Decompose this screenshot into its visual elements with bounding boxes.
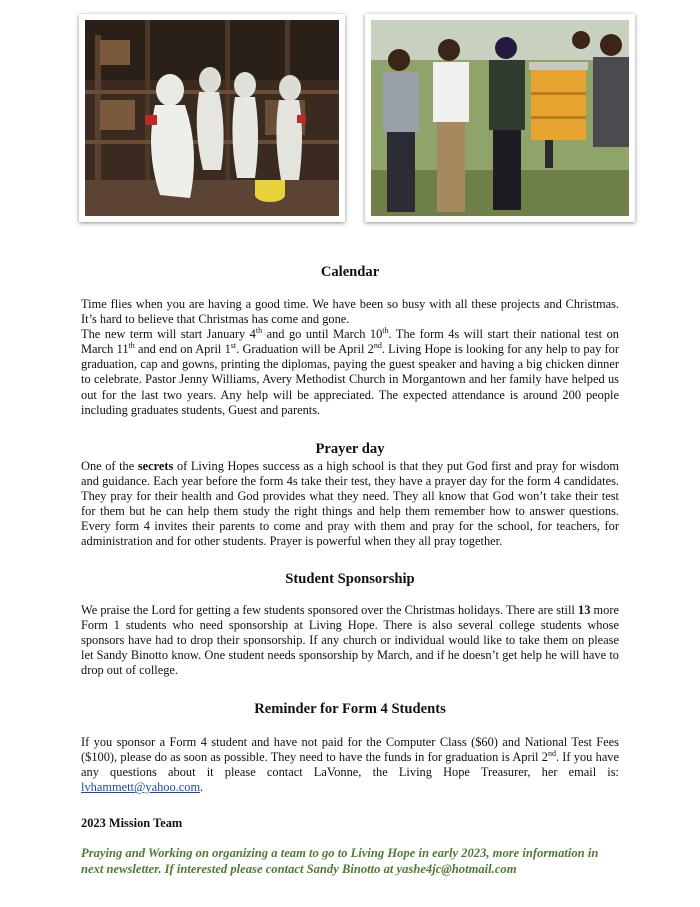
reminder-heading: Reminder for Form 4 Students <box>254 701 446 717</box>
reminder-paragraph: If you sponsor a Form 4 student and have not paid for the Computer Class ($60) and National Test Fees ($100), please do as soon as possible. They need to have the funds in for graduation is April 2nd. If you have any questions about it please contact LaVonne, the Living Hope Treasurer, her email is: lvhammett@yahoo.com. <box>81 735 620 795</box>
treasurer-email-link[interactable]: lvhammett@yahoo.com <box>81 780 201 795</box>
sponsorship-paragraph: We praise the Lord for getting a few students sponsored over the Christmas holidays. There are still 13 more Form 1 students who need sponsorship at Living Hope. There is also several college students whose sponsors have had to drop their sponsorship. If any church or individual would like to take them on please let Sandy Binotto know. One student needs sponsorship by March, and if he doesn’t get help he will have to drop out of college. <box>81 603 620 678</box>
photo-students-frame <box>365 14 635 222</box>
photo-beekeepers-frame <box>79 14 345 222</box>
mission-team-title: 2023 Mission Team <box>81 816 183 830</box>
prayer-heading: Prayer day <box>315 441 385 457</box>
photo-beekeepers <box>85 20 339 216</box>
prayer-paragraph: One of the secrets of Living Hopes success as a high school is that they put God first and pray for wisdom and guidance. Each year before the form 4s take their test, they have a prayer day for the form 4 candidates. They pray for their health and God provides what they need. They all know that God won’t take their test for them but he can help them study the right things and help them remember how to answer questions. Every form 4 invites their parents to come and pray with them and pray for the school, for teachers, for administration and for other students. Prayer is powerful when they all pray together. <box>81 459 619 549</box>
photo-students <box>371 20 629 216</box>
calendar-paragraph-2: The new term will start January 4th and go until March 10th. The form 4s will start their national test on March 11th and end on April 1st. Graduation will be April 2nd. Living Hope is looking for any help to pay for graduation, cap and gowns, printing the diplomas, paying the guest speaker and having a big chicken dinner to celebrate. Pastor Jenny Williams, Avery Methodist Church in Morgantown and her family have helped us out for the last two years. Any help will be appreciated. The expected attendance is around 200 people including graduates students, Guest and parents. <box>81 326 619 417</box>
mission-team-note: Praying and Working on organizing a team to go to Living Hope in early 2023, more information in next newsletter. If interested please contact Sandy Binotto at yashe4jc@hotmail.com <box>81 846 599 876</box>
calendar-heading: Calendar <box>320 264 380 280</box>
calendar-paragraph-1: Time flies when you are having a good time. We have been so busy with all these projects and Christmas. It’s hard to believe that Christmas has come and gone. <box>81 297 619 327</box>
calendar-section <box>81 297 619 418</box>
sponsorship-heading: Student Sponsorship <box>285 571 415 587</box>
